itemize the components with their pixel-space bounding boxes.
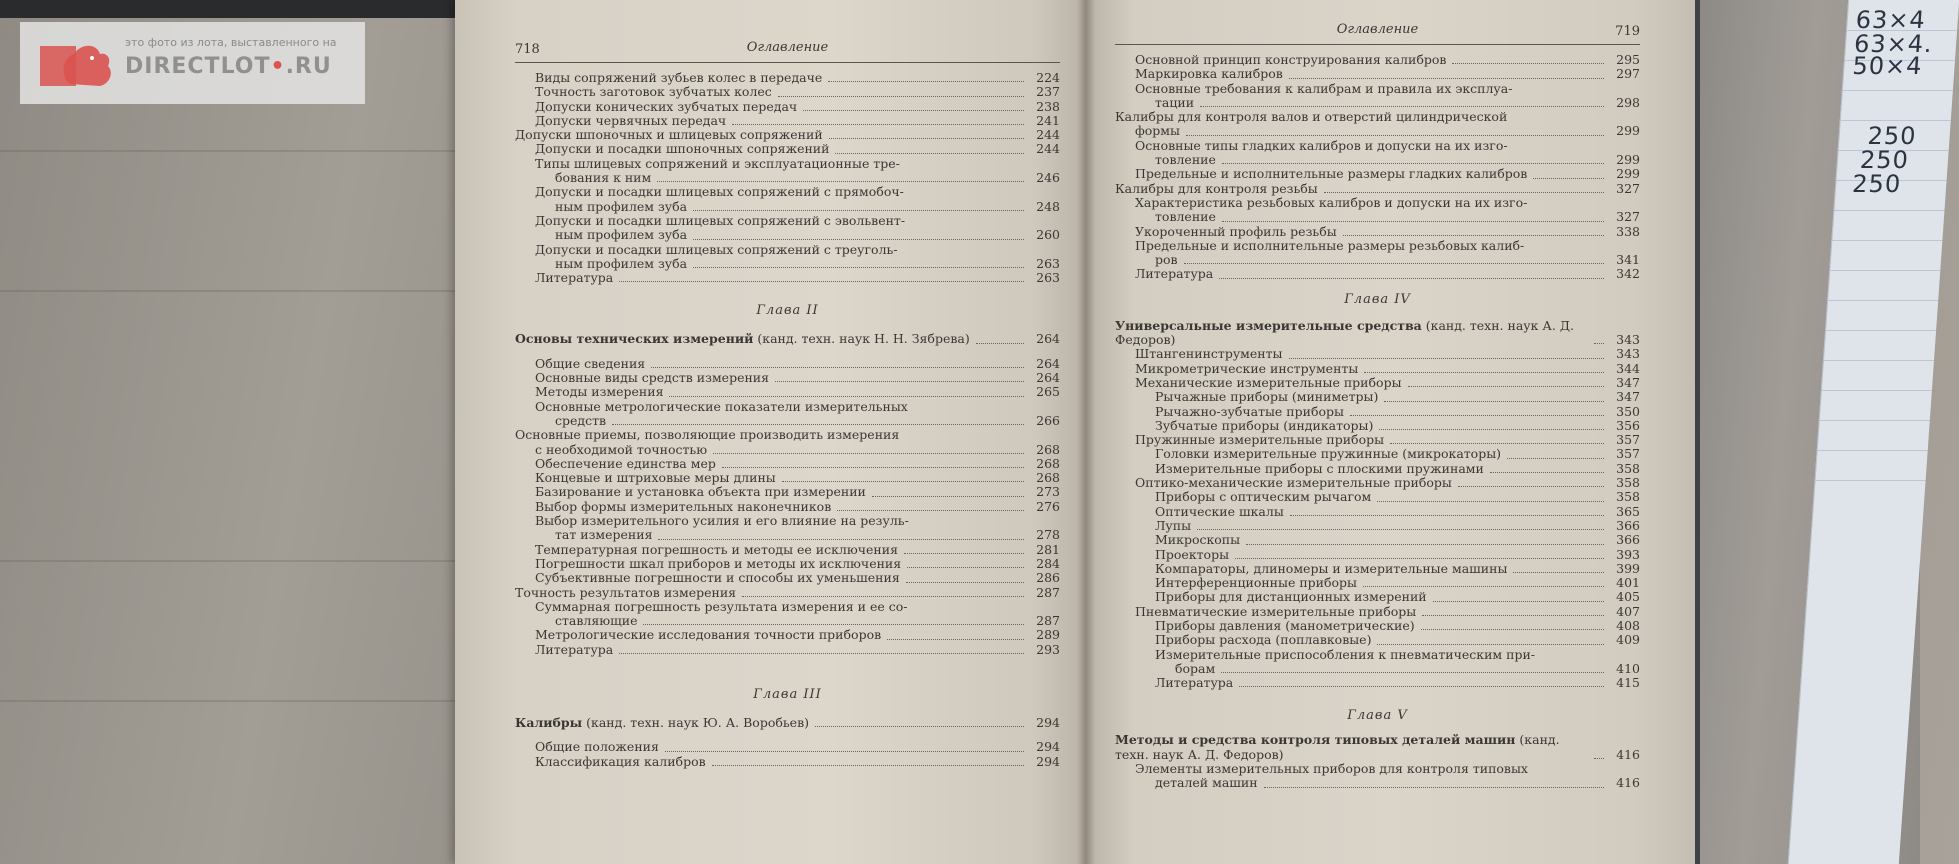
toc-entry-continuation: товление bbox=[1155, 209, 1216, 225]
page-ref: 287 bbox=[1036, 584, 1060, 600]
page-ref: 268 bbox=[1036, 455, 1060, 471]
note-line: 250 bbox=[1851, 170, 1903, 198]
toc-entry bbox=[1115, 182, 1640, 196]
toc-entry bbox=[515, 114, 1060, 128]
toc-entry bbox=[1115, 167, 1640, 181]
page-ref: 294 bbox=[1036, 753, 1060, 769]
page-ref: 338 bbox=[1616, 223, 1640, 239]
toc-entry bbox=[515, 385, 1060, 399]
toc-entry-continuation: ным профилем зуба bbox=[555, 227, 688, 243]
page-ref: 264 bbox=[1036, 370, 1060, 386]
wood-grain bbox=[0, 700, 470, 702]
toc-entry bbox=[1115, 605, 1640, 619]
chapter-label: Глава V bbox=[1347, 708, 1408, 724]
toc-entry bbox=[1115, 662, 1640, 676]
toc-entry-text: Концевые и штриховые меры длины bbox=[535, 470, 776, 486]
toc-entry bbox=[1115, 676, 1640, 690]
toc-entry bbox=[1115, 390, 1640, 404]
toc-entry bbox=[1115, 490, 1640, 504]
toc-entry-continuation: с необходимой точностью bbox=[535, 441, 708, 457]
toc-entry-text: Базирование и установка объекта при измерении bbox=[535, 484, 866, 500]
wood-grain bbox=[0, 290, 470, 292]
toc-entry-text: Зубчатые приборы (индикаторы) bbox=[1155, 417, 1374, 433]
toc-entry-text: Штангенинструменты bbox=[1135, 346, 1283, 362]
page-ref: 350 bbox=[1616, 403, 1640, 419]
page-ref: 365 bbox=[1616, 503, 1640, 519]
page-ref: 286 bbox=[1036, 570, 1060, 586]
right-page-header bbox=[1115, 18, 1640, 45]
page-ref: 278 bbox=[1036, 527, 1060, 543]
toc-entry bbox=[515, 614, 1060, 628]
toc-entry-text: Приборы с оптическим рычагом bbox=[1155, 489, 1372, 505]
page-ref: 238 bbox=[1036, 98, 1060, 114]
toc-entry-text: Укороченный профиль резьбы bbox=[1135, 223, 1337, 239]
toc-entry-text: Допуски и посадки шлицевых сопряжений с эвольвент- bbox=[535, 212, 906, 228]
toc-entry-text: Суммарная погрешность результата измерения и ее со- bbox=[535, 598, 908, 614]
page-ref: 281 bbox=[1036, 541, 1060, 557]
page-ref: 416 bbox=[1616, 746, 1640, 762]
right-page-content bbox=[1115, 18, 1640, 791]
toc-entry bbox=[515, 755, 1060, 769]
toc-entry-text: Выбор измерительного усилия и его влияние на резуль- bbox=[535, 513, 909, 529]
toc-entry-continuation: ставляющие bbox=[555, 613, 638, 629]
page-number: 719 bbox=[1615, 24, 1640, 39]
toc-entry bbox=[1115, 419, 1640, 433]
toc-entry bbox=[1115, 362, 1640, 376]
toc-entry-text: Выбор формы измерительных наконечников bbox=[535, 498, 832, 514]
toc-entry-text: Погрешности шкал приборов и методы их исключения bbox=[535, 555, 902, 571]
toc-entry bbox=[515, 543, 1060, 557]
toc-entry bbox=[1115, 590, 1640, 604]
toc-entry-text: Литература bbox=[1135, 266, 1214, 282]
page-ref: 265 bbox=[1036, 384, 1060, 400]
toc-entry-text: Допуски шпоночных и шлицевых сопряжений bbox=[515, 127, 823, 143]
page-ref: 347 bbox=[1616, 389, 1640, 405]
page-ref: 298 bbox=[1616, 94, 1640, 110]
toc-section bbox=[515, 71, 1060, 285]
page-ref: 268 bbox=[1036, 441, 1060, 457]
toc-entry bbox=[1115, 776, 1640, 790]
toc-entry-text: Оптико-механические измерительные приборы bbox=[1135, 475, 1452, 491]
page-ref: 248 bbox=[1036, 198, 1060, 214]
toc-entry bbox=[1115, 267, 1640, 281]
toc-entry bbox=[1115, 124, 1640, 138]
toc-entry bbox=[515, 443, 1060, 457]
toc-entry-text: Основные метрологические показатели измерительных bbox=[535, 398, 908, 414]
toc-entry-text: Основные требования к калибрам и правила их эксплуа- bbox=[1135, 80, 1513, 96]
page-ref: 276 bbox=[1036, 498, 1060, 514]
toc-entry bbox=[515, 571, 1060, 585]
toc-entry-text: Литература bbox=[1155, 675, 1234, 691]
page-ref: 327 bbox=[1616, 180, 1640, 196]
toc-entry bbox=[515, 85, 1060, 99]
toc-entry-text: Оптические шкалы bbox=[1155, 503, 1284, 519]
page-ref: 399 bbox=[1616, 560, 1640, 576]
page-ref: 299 bbox=[1616, 152, 1640, 168]
page-ref: 244 bbox=[1036, 127, 1060, 143]
chapter-title: Основы технических измерений bbox=[515, 331, 754, 347]
toc-entry bbox=[1115, 447, 1640, 461]
chapter-title-row bbox=[515, 716, 1060, 730]
toc-entry-continuation: ным профилем зуба bbox=[555, 198, 688, 214]
page-ref: 401 bbox=[1616, 575, 1640, 591]
toc-entry bbox=[515, 71, 1060, 85]
toc-section bbox=[1115, 762, 1640, 791]
page-ref: 347 bbox=[1616, 374, 1640, 390]
toc-entry-text: Рычажные приборы (миниметры) bbox=[1155, 389, 1379, 405]
toc-entry-text: Лупы bbox=[1155, 517, 1192, 533]
toc-entry-continuation: тации bbox=[1155, 94, 1195, 110]
toc-entry bbox=[515, 271, 1060, 285]
toc-entry-continuation: средств bbox=[555, 412, 607, 428]
toc-entry-continuation: товление bbox=[1155, 152, 1216, 168]
toc-entry-text: Основные типы гладких калибров и допуски на их изго- bbox=[1135, 137, 1508, 153]
left-page-content bbox=[515, 36, 1060, 769]
toc-entry bbox=[1115, 153, 1640, 167]
toc-entry bbox=[515, 557, 1060, 571]
toc-entry-text: Общие положения bbox=[535, 739, 659, 755]
toc-entry-continuation: бования к ним bbox=[555, 170, 652, 186]
toc-entry bbox=[515, 528, 1060, 542]
page-ref: 294 bbox=[1036, 714, 1060, 730]
toc-entry bbox=[515, 128, 1060, 142]
toc-entry bbox=[1115, 462, 1640, 476]
note-line: 63×4 bbox=[1854, 6, 1927, 34]
page-ref: 357 bbox=[1616, 432, 1640, 448]
toc-entry-text: Виды сопряжений зубьев колес в передаче bbox=[535, 70, 823, 85]
page-ref: 246 bbox=[1036, 170, 1060, 186]
toc-entry bbox=[515, 228, 1060, 242]
chapter-title-row bbox=[1115, 319, 1640, 348]
running-head: Оглавление bbox=[1336, 22, 1419, 37]
chapter-title: Калибры bbox=[515, 714, 583, 730]
toc-entry-text: Проекторы bbox=[1155, 546, 1230, 562]
note-line: 63×4. bbox=[1853, 30, 1934, 58]
toc-entry bbox=[1115, 619, 1640, 633]
toc-entry bbox=[515, 371, 1060, 385]
toc-entry-continuation: ров bbox=[1155, 252, 1178, 268]
toc-entry-text: Основной принцип конструирования калибров bbox=[1135, 52, 1447, 67]
page-ref: 327 bbox=[1616, 209, 1640, 225]
page-ref: 263 bbox=[1036, 270, 1060, 286]
page-ref: 356 bbox=[1616, 417, 1640, 433]
page-ref: 289 bbox=[1036, 627, 1060, 643]
toc-entry-text: Рычажно-зубчатые приборы bbox=[1155, 403, 1344, 419]
toc-entry-text: Общие сведения bbox=[535, 355, 646, 371]
page-ref: 415 bbox=[1616, 675, 1640, 691]
chapter-author: (канд. техн. наук Ю. А. Воробьев) bbox=[586, 714, 809, 730]
toc-entry-text: Пневматические измерительные приборы bbox=[1135, 603, 1417, 619]
toc-entry-text: Литература bbox=[535, 270, 614, 286]
page-ref: 343 bbox=[1616, 346, 1640, 362]
page-ref: 284 bbox=[1036, 555, 1060, 571]
page-ref: 341 bbox=[1616, 252, 1640, 268]
toc-entry-continuation: тат измерения bbox=[555, 527, 653, 543]
note-line: 250 bbox=[1859, 146, 1910, 174]
toc-entry-text: Субъективные погрешности и способы их уменьшения bbox=[535, 570, 900, 586]
toc-entry-text: Элементы измерительных приборов для контроля типовых bbox=[1135, 761, 1528, 777]
toc-entry bbox=[1115, 633, 1640, 647]
toc-entry bbox=[515, 457, 1060, 471]
page-ref: 237 bbox=[1036, 84, 1060, 100]
toc-entry-text: Механические измерительные приборы bbox=[1135, 374, 1402, 390]
toc-entry-text: Основные виды средств измерения bbox=[535, 370, 770, 386]
toc-entry-text: Калибры для контроля резьбы bbox=[1115, 180, 1318, 196]
toc-entry-text: Измерительные приспособления к пневматическим при- bbox=[1155, 646, 1536, 662]
page-ref: 366 bbox=[1616, 532, 1640, 548]
page-ref: 405 bbox=[1616, 589, 1640, 605]
toc-entry bbox=[1115, 253, 1640, 267]
toc-entry-text: Микроскопы bbox=[1155, 532, 1241, 548]
toc-entry bbox=[515, 628, 1060, 642]
toc-entry-text: Допуски червячных передач bbox=[535, 112, 727, 128]
page-ref: 295 bbox=[1616, 52, 1640, 67]
toc-entry-text: Основные приемы, позволяющие производить измерения bbox=[515, 427, 900, 443]
toc-entry bbox=[515, 414, 1060, 428]
wood-grain bbox=[0, 150, 470, 152]
toc-entry-text: Калибры для контроля валов и отверстий цилиндрической bbox=[1115, 109, 1508, 125]
page-ref: 393 bbox=[1616, 546, 1640, 562]
toc-entry-text: Допуски и посадки шлицевых сопряжений с прямобоч- bbox=[535, 184, 904, 200]
toc-entry-text: Точность результатов измерения bbox=[515, 584, 737, 600]
toc-entry bbox=[1115, 533, 1640, 547]
page-ref: 266 bbox=[1036, 412, 1060, 428]
toc-entry bbox=[515, 357, 1060, 371]
page-ref: 293 bbox=[1036, 641, 1060, 657]
toc-entry bbox=[515, 471, 1060, 485]
page-ref: 358 bbox=[1616, 489, 1640, 505]
toc-entry bbox=[1115, 67, 1640, 81]
page-ref: 287 bbox=[1036, 613, 1060, 629]
toc-entry-text: Предельные и исполнительные размеры резьбовых калиб- bbox=[1135, 237, 1525, 253]
page-number: 718 bbox=[515, 42, 540, 57]
toc-entry-text: Методы измерения bbox=[535, 384, 664, 400]
chapter-author: (канд. техн. наук А. Д. Федоров) bbox=[1115, 317, 1574, 348]
page-ref: 410 bbox=[1616, 660, 1640, 676]
toc-entry-text: Характеристика резьбовых калибров и допуски на их изго- bbox=[1135, 194, 1528, 210]
toc-entry bbox=[1115, 405, 1640, 419]
toc-entry-text: Точность заготовок зубчатых колес bbox=[535, 84, 772, 100]
toc-entry-text: Классификация калибров bbox=[535, 753, 706, 769]
page-ref: 224 bbox=[1036, 70, 1060, 85]
toc-entry-text: Маркировка калибров bbox=[1135, 66, 1283, 82]
toc-entry bbox=[515, 485, 1060, 499]
toc-entry bbox=[515, 171, 1060, 185]
page-ref: 343 bbox=[1616, 332, 1640, 348]
toc-entry-text: Пружинные измерительные приборы bbox=[1135, 432, 1385, 448]
toc-entry-text: Головки измерительные пружинные (микрокаторы) bbox=[1155, 446, 1502, 462]
chapter-label: Глава IV bbox=[1344, 291, 1411, 307]
toc-section bbox=[515, 357, 1060, 657]
toc-entry-text: Допуски и посадки шлицевых сопряжений с треуголь- bbox=[535, 241, 898, 257]
toc-entry-text: Приборы давления (манометрические) bbox=[1155, 617, 1415, 633]
toc-entry bbox=[1115, 476, 1640, 490]
toc-entry bbox=[1115, 53, 1640, 67]
toc-entry bbox=[515, 100, 1060, 114]
chapter-label: Глава III bbox=[753, 686, 822, 702]
squirrel-logo-icon bbox=[40, 36, 118, 92]
toc-entry-text: Компараторы, длиномеры и измерительные машины bbox=[1155, 560, 1508, 576]
chapter-title: Универсальные измерительные средства bbox=[1115, 317, 1422, 333]
toc-entry-continuation: формы bbox=[1135, 123, 1180, 139]
toc-entry bbox=[1115, 505, 1640, 519]
watermark-caption: это фото из лота, выставленного на bbox=[125, 36, 337, 49]
page-ref: 273 bbox=[1036, 484, 1060, 500]
toc-entry bbox=[1115, 548, 1640, 562]
toc-entry-text: Интерференционные приборы bbox=[1155, 575, 1358, 591]
chapter-author: (канд. техн. наук Н. Н. Зябрева) bbox=[757, 331, 970, 347]
page-ref: 366 bbox=[1616, 517, 1640, 533]
page-ref: 416 bbox=[1616, 775, 1640, 791]
toc-section bbox=[515, 740, 1060, 769]
toc-entry bbox=[515, 740, 1060, 754]
page-ref: 358 bbox=[1616, 475, 1640, 491]
toc-entry bbox=[1115, 347, 1640, 361]
page-ref: 407 bbox=[1616, 603, 1640, 619]
toc-entry bbox=[1115, 519, 1640, 533]
chapter-title-row bbox=[1115, 733, 1640, 762]
page-ref: 357 bbox=[1616, 446, 1640, 462]
page-ref: 268 bbox=[1036, 470, 1060, 486]
chapter-author: (канд. техн. наук А. Д. Федоров) bbox=[1115, 732, 1560, 762]
toc-entry bbox=[1115, 376, 1640, 390]
toc-entry bbox=[515, 142, 1060, 156]
toc-section bbox=[1115, 347, 1640, 690]
dark-object-top bbox=[0, 0, 480, 18]
toc-entry-text: Микрометрические инструменты bbox=[1135, 360, 1359, 376]
toc-entry-text: Допуски конических зубчатых передач bbox=[535, 98, 798, 114]
note-line: 50×4 bbox=[1851, 52, 1924, 80]
page-ref: 294 bbox=[1036, 739, 1060, 755]
toc-entry-text: Измерительные приборы с плоскими пружинами bbox=[1155, 460, 1484, 476]
page-ref: 241 bbox=[1036, 112, 1060, 128]
book-spine bbox=[1077, 0, 1095, 864]
running-head: Оглавление bbox=[746, 40, 829, 55]
toc-section bbox=[1115, 53, 1640, 282]
page-ref: 409 bbox=[1616, 632, 1640, 648]
toc-entry bbox=[515, 257, 1060, 271]
page-ref: 408 bbox=[1616, 617, 1640, 633]
page-ref: 260 bbox=[1036, 227, 1060, 243]
page-ref: 344 bbox=[1616, 360, 1640, 376]
page-ref: 264 bbox=[1036, 331, 1060, 347]
toc-entry-text: Литература bbox=[535, 641, 614, 657]
page-ref: 342 bbox=[1616, 266, 1640, 282]
toc-entry-continuation: борам bbox=[1175, 660, 1216, 676]
toc-entry-text: Метрологические исследования точности приборов bbox=[535, 627, 882, 643]
wood-grain bbox=[0, 560, 470, 562]
watermark bbox=[20, 22, 365, 104]
toc-entry bbox=[515, 643, 1060, 657]
toc-entry-text: Типы шлицевых сопряжений и эксплуатационные тре- bbox=[535, 155, 900, 171]
toc-entry bbox=[1115, 96, 1640, 110]
toc-entry-text: Приборы для дистанционных измерений bbox=[1155, 589, 1427, 605]
page-ref: 263 bbox=[1036, 255, 1060, 271]
page-ref: 358 bbox=[1616, 460, 1640, 476]
toc-entry-text: Допуски и посадки шпоночных сопряжений bbox=[535, 141, 830, 157]
toc-entry-text: Приборы расхода (поплавковые) bbox=[1155, 632, 1372, 648]
toc-entry bbox=[515, 586, 1060, 600]
page-ref: 299 bbox=[1616, 166, 1640, 182]
toc-entry-continuation: ным профилем зуба bbox=[555, 255, 688, 271]
toc-entry bbox=[1115, 225, 1640, 239]
open-book bbox=[455, 0, 1695, 864]
toc-entry bbox=[1115, 562, 1640, 576]
page-ref: 299 bbox=[1616, 123, 1640, 139]
toc-entry bbox=[515, 200, 1060, 214]
left-page-header bbox=[515, 36, 1060, 63]
page-ref: 264 bbox=[1036, 355, 1060, 371]
chapter-title: Методы и средства контроля типовых деталей машин bbox=[1115, 732, 1516, 748]
watermark-brand: DIRECTLOT•.RU bbox=[125, 54, 332, 79]
chapter-title-row bbox=[515, 332, 1060, 346]
toc-entry-text: Предельные и исполнительные размеры гладких калибров bbox=[1135, 166, 1528, 182]
page-ref: 244 bbox=[1036, 141, 1060, 157]
chapter-label: Глава II bbox=[756, 303, 819, 319]
page-ref: 297 bbox=[1616, 66, 1640, 82]
toc-entry bbox=[1115, 576, 1640, 590]
toc-entry bbox=[1115, 433, 1640, 447]
toc-entry bbox=[515, 500, 1060, 514]
toc-entry-continuation: деталей машин bbox=[1155, 775, 1258, 791]
toc-entry-text: Температурная погрешность и методы ее исключения bbox=[535, 541, 898, 557]
note-line: 250 bbox=[1866, 122, 1918, 150]
toc-entry-text: Обеспечение единства мер bbox=[535, 455, 716, 471]
toc-entry bbox=[1115, 210, 1640, 224]
